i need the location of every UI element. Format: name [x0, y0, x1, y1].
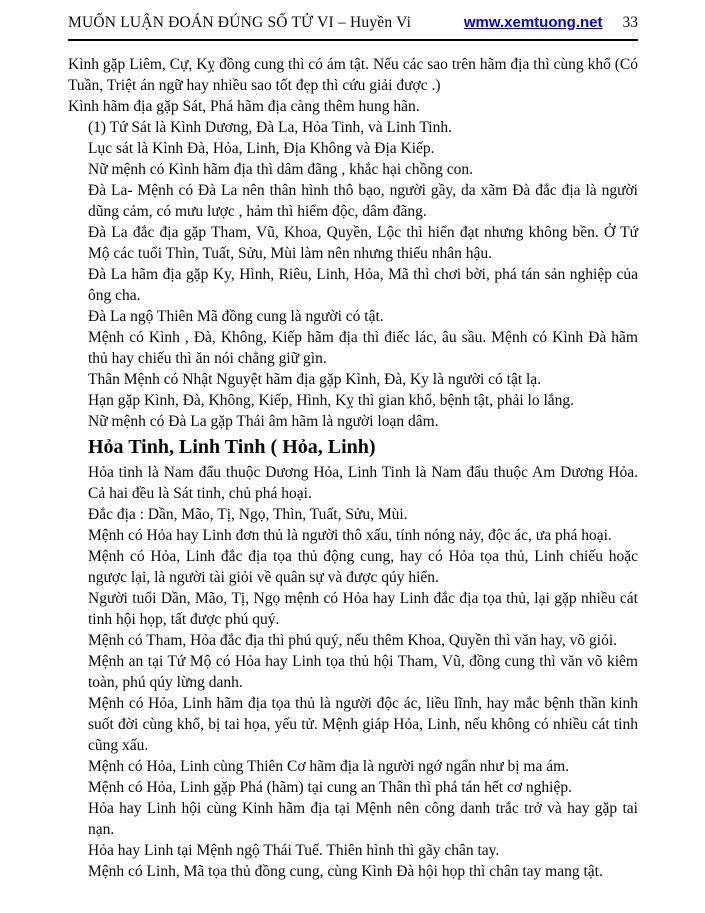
paragraph: Đà La đắc địa gặp Tham, Vũ, Khoa, Quyền, Lộc thì hiển đạt nhưng không bền. Ở Tứ Mộ các tuổi Thìn, Tuất, Sửu, Mùi làm nên nhưng thiếu nhân hậu.: [88, 224, 638, 262]
page-number: 33: [622, 14, 638, 31]
paragraph: Đà La hãm địa gặp Ky, Hình, Riêu, Linh, Hỏa, Mã thì chơi bời, phá tán sản nghiệp của ông cha.: [88, 266, 638, 304]
paragraph: Mệnh có Linh, Mã tọa thủ đồng cung, cùng Kình Đà hội họp thì chân tay mang tật.: [88, 863, 603, 880]
paragraph: Mệnh có Hỏa, Linh cùng Thiên Cơ hãm địa là người ngớ ngẩn như bị ma ám.: [88, 758, 570, 775]
page-header: [68, 14, 638, 32]
paragraph: Đắc địa : Dần, Mão, Tị, Ngọ, Thìn, Tuất, Sửu, Mùi.: [88, 506, 408, 523]
paragraph: Lục sát là Kình Đà, Hỏa, Linh, Địa Không và Địa Kiếp.: [88, 140, 435, 157]
paragraph: Hỏa hay Linh tại Mệnh ngộ Thái Tuế. Thiên hình thì gãy chân tay.: [88, 842, 500, 859]
paragraph: (1) Tứ Sát là Kình Dương, Đà La, Hỏa Tinh, và Linh Tinh.: [88, 119, 452, 136]
paragraph: Mệnh có Tham, Hỏa đắc địa thì phú quý, nếu thêm Khoa, Quyền thì văn hay, võ giỏi.: [88, 632, 618, 649]
paragraph: Mệnh an tại Tứ Mộ có Hỏa hay Linh tọa thủ hội Tham, Vũ, đồng cung thì văn võ kiêm toàn, phú qúy lừng danh.: [88, 653, 638, 691]
document-body: [68, 54, 638, 882]
paragraph: Mệnh có Hỏa, Linh gặp Phá (hãm) tại cung an Thân thì phá tán hết cơ nghiệp.: [88, 779, 572, 796]
paragraph: Đà La ngộ Thiên Mã đồng cung là người có tật.: [88, 308, 384, 325]
paragraph: Đà La- Mệnh có Đà La nên thân hình thô bạo, người gầy, da xãm Đà đắc địa là người dũng cảm, có mưu lược , hảm thì hiểm độc, dâm đãng.: [88, 182, 638, 220]
paragraph: Kình gặp Liêm, Cự, Kỵ đồng cung thì có ám tật. Nếu các sao trên hãm địa thì cùng khổ (Có Tuần, Triệt án ngữ hay nhiều sao tốt đẹp thì cứu giải được .): [68, 56, 638, 94]
paragraph: Người tuổi Dần, Mão, Tị, Ngọ mệnh có Hỏa hay Linh đắc địa tọa thủ, lại gặp nhiều cát tinh hội họp, tất được phú quý.: [88, 590, 638, 628]
paragraph: Nữ mệnh có Kình hãm địa thì dâm đãng , khắc hại chồng con.: [88, 161, 474, 178]
page-title: MUỐN LUẬN ĐOÁN ĐÚNG SỐ TỬ VI – Huyền Vi: [68, 14, 412, 31]
header-divider: [68, 39, 638, 41]
paragraph: Hỏa tinh là Nam đẩu thuộc Dương Hỏa, Linh Tinh là Nam đẩu thuộc Am Dương Hỏa. Cả hai đều là Sát tinh, chủ phá hoại.: [88, 464, 638, 502]
paragraph: Hỏa hay Linh hội cùng Kinh hãm địa tại Mệnh nên công danh trắc trở và hay gặp tai nạn.: [88, 800, 638, 838]
paragraph: Mệnh có Hỏa hay Linh đơn thủ là người thô xấu, tính nóng nảy, độc ác, ưa phá hoại.: [88, 527, 612, 544]
site-link[interactable]: wmw.xemtuong.net: [463, 14, 603, 31]
paragraph: Mệnh có Hỏa, Linh đắc địa tọa thủ động cung, hay có Hỏa tọa thủ, Linh chiếu hoặc ngược lại, là người tài giỏi về quân sự và được qúy hiển.: [88, 548, 638, 586]
paragraph: Mệnh có Hỏa, Linh hãm địa tọa thủ là người độc ác, liều lĩnh, hay mắc bệnh thần kinh suốt đời cùng khổ, bị tai họa, yếu tử. Mệnh giáp Hỏa, Linh, nếu không có nhiều cát tinh cũng xấu.: [88, 695, 638, 754]
paragraph: Thân Mệnh có Nhật Nguyệt hãm địa gặp Kình, Đà, Ky là người có tật lạ.: [88, 371, 542, 388]
section-heading: Hỏa Tinh, Linh Tinh ( Hỏa, Linh): [88, 436, 376, 458]
paragraph: Mệnh có Kình , Đà, Không, Kiếp hãm địa thì điếc lác, âu sầu. Mệnh có Kình Đà hãm thủ hay chiếu thì ăn nói chẳng giữ gìn.: [88, 329, 638, 367]
paragraph: Kình hãm địa gặp Sát, Phá hãm địa càng thêm hung hãn.: [68, 98, 420, 115]
paragraph: Nữ mệnh có Đà La gặp Thái âm hãm là người loạn dâm.: [88, 413, 439, 430]
paragraph: Hạn gặp Kình, Đà, Không, Kiếp, Hình, Kỵ thì gian khổ, bệnh tật, phải lo lắng.: [88, 392, 575, 409]
